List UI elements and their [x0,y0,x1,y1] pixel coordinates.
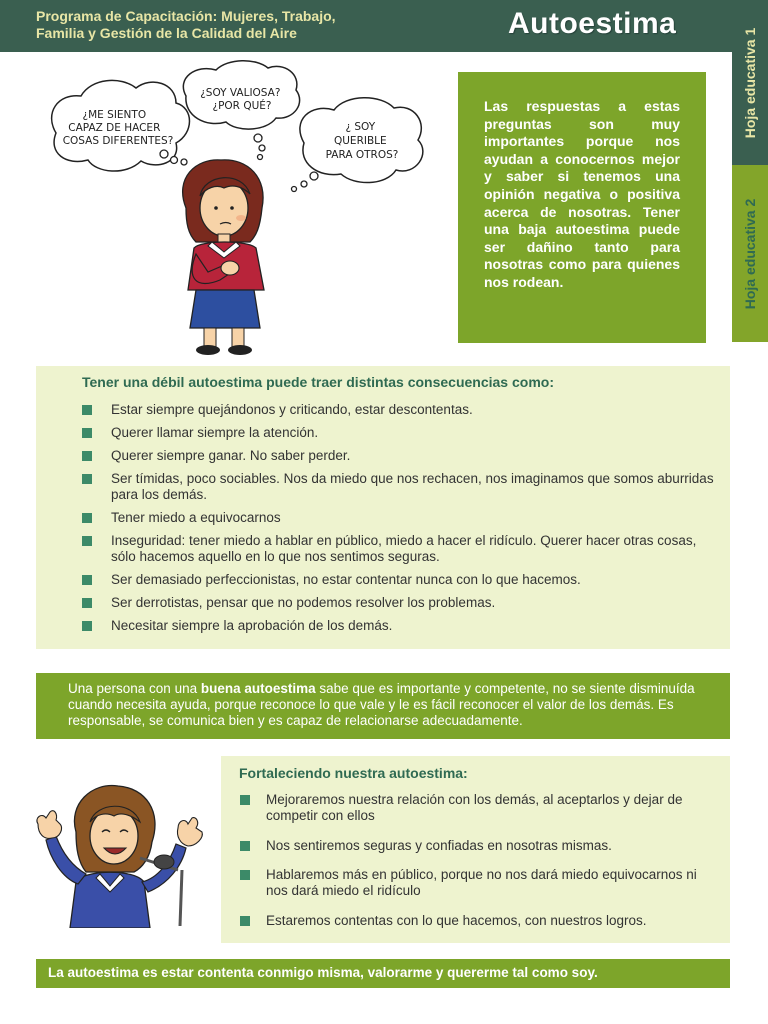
bubble-2-line-1: ¿SOY VALIOSA? [200,87,281,99]
list-item [82,595,722,611]
list-item [82,533,722,565]
list-item-text: Necesitar siempre la aprobación de los demás. [111,618,393,633]
list-item-text: Ser demasiado perfeccionistas, no estar contentar nunca con lo que hacemos. [111,572,581,587]
square-bullet-icon [82,451,92,461]
footer-text: La autoestima es estar contenta conmigo misma, valorarme y quererme tal como soy. [48,965,598,980]
speaking-woman-illustration [20,778,220,928]
list-item [82,471,722,503]
tab-label-1: Hoja educativa 1 [742,27,758,138]
footer-banner [36,959,730,988]
bubble-1-line-2: CAPAZ DE HACER [68,122,161,134]
square-bullet-icon [82,598,92,608]
good-self-esteem-box [36,673,730,739]
list-item [240,913,720,929]
consequences-title: Tener una débil autoestima puede traer distintas consecuencias como: [82,374,554,390]
tab-label-2: Hoja educativa 2 [742,198,758,309]
tab-hoja-educativa-1[interactable] [732,0,768,165]
list-item [82,510,722,526]
list-item [82,448,722,464]
list-item-text: Nos sentiremos seguras y confiadas en nosotras mismas. [266,837,612,853]
list-item-text: Querer llamar siempre la atención. [111,425,319,440]
bubble-3-line-2: QUERIBLE [333,135,387,147]
list-item [82,402,722,418]
consequences-list [82,402,722,634]
bubble-1-line-1: ¿ME SIENTO [82,109,147,121]
bubble-3-line-1: ¿ SOY [345,121,376,133]
square-bullet-icon [82,428,92,438]
square-bullet-icon [82,575,92,585]
bubble-2-line-2: ¿POR QUÉ? [212,100,272,112]
program-title-line-2: Familia y Gestión de la Calidad del Aire [36,25,297,41]
list-item-text: Inseguridad: tener miedo a hablar en público, miedo a hacer el ridículo. Querer hacer otras cosas, sólo hacemos aquello en lo que nos sentimos seguras. [111,533,697,564]
list-item [240,838,720,854]
program-title [36,8,396,42]
list-item [82,572,722,588]
list-item-text: Hablaremos más en público, porque no nos dará miedo equivocarnos ni nos dará miedo el ridículo [266,867,697,899]
program-title-line-1: Programa de Capacitación: Mujeres, Trabajo, [36,8,336,24]
list-item-text: Querer siempre ganar. No saber perder. [111,448,351,463]
list-item [82,618,722,634]
page-title: Autoestima [508,7,677,40]
consequences-box [36,366,730,649]
strengthening-box [221,756,730,943]
good-self-esteem-text [68,681,718,728]
good-text-before: Una persona con una [68,681,201,696]
list-item [240,792,720,824]
bubble-1-line-3: COSAS DIFERENTES? [62,135,174,147]
thought-bubble-1 [52,80,190,171]
woman-figure [183,160,264,355]
list-item [82,425,722,441]
thought-bubble-3 [292,98,423,192]
list-item [240,867,720,899]
square-bullet-icon [240,795,250,805]
list-item-text: Estaremos contentas con lo que hacemos, con nuestros logros. [266,912,647,928]
list-item-text: Estar siempre quejándonos y criticando, estar descontentas. [111,402,473,417]
header-bar [0,0,732,52]
list-item-text: Ser tímidas, poco sociables. Nos da miedo que nos rechacen, nos imaginamos que somos aburridas para los demás. [111,471,714,502]
strengthening-list [240,792,720,929]
square-bullet-icon [82,513,92,523]
square-bullet-icon [240,870,250,880]
square-bullet-icon [240,916,250,926]
list-item-text: Tener miedo a equivocarnos [111,510,281,525]
bubble-3-line-3: PARA OTROS? [325,149,399,161]
list-item-text: Ser derrotistas, pensar que no podemos resolver los problemas. [111,595,496,610]
strengthening-title: Fortaleciendo nuestra autoestima: [239,765,468,781]
thought-bubble-2 [183,61,299,160]
square-bullet-icon [240,841,250,851]
svg-text:¿SOY VALIOSA? ¿POR QUÉ? [200,87,284,112]
square-bullet-icon [82,405,92,415]
good-text-bold: buena autoestima [200,681,316,696]
intro-text: Las respuestas a estas preguntas son muy importantes porque nos ayudan a conocernos mejor y saber si tenemos una opinión negativa o positiva acerca de nosotras. Tener una baja autoestima puede ser dañino tanto para nosotras como para quienes nos rodean. [484,98,680,290]
thinking-woman-illustration [36,58,446,358]
tab-hoja-educativa-2[interactable] [732,165,768,342]
square-bullet-icon [82,474,92,484]
good-text-after: sabe que es importante y competente, no se siente disminuída cuando necesita ayuda, porque reconoce lo que vale y le es fácil reconocer el valor de los demás. Es responsable, se comunica bien y es capaz de relacionarse adecuadamente. [68,681,695,728]
intro-box [458,72,706,343]
list-item-text: Mejoraremos nuestra relación con los demás, al aceptarlos y dejar de competir con ellos [266,792,683,823]
square-bullet-icon [82,621,92,631]
square-bullet-icon [82,536,92,546]
